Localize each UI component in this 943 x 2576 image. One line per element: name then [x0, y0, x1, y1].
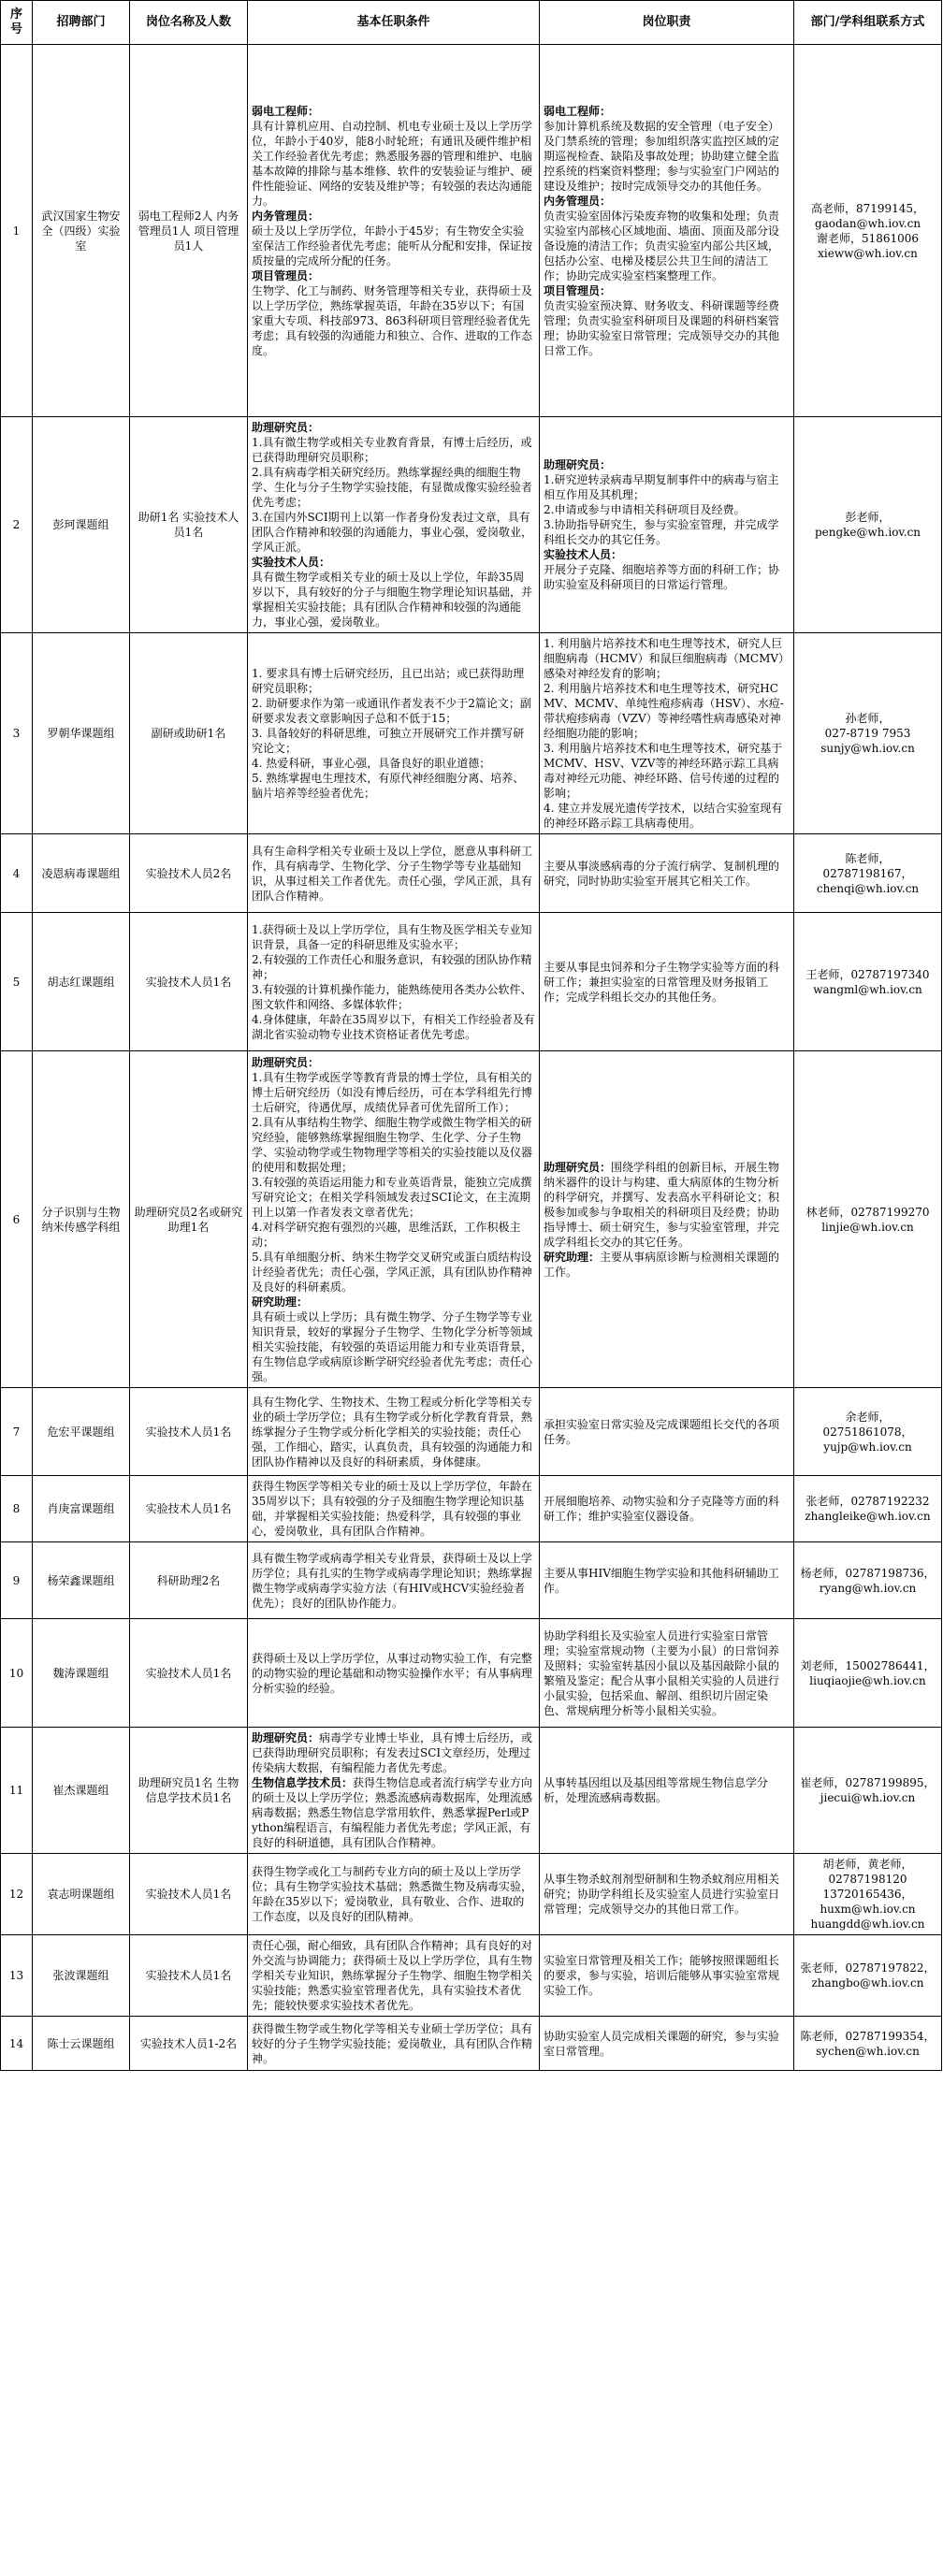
table-row: [1, 1388, 942, 1476]
position-info: 实验技术人员1名: [130, 1388, 248, 1476]
contact-info: [794, 417, 942, 633]
req-line: 具有微生物学或病毒学相关专业背景，获得硕士及以上学历学位；具有扎实的生物学或病毒学理论知识；熟练掌握微生物学或病毒学实验方法（有HIV或HCV实验经验者优先）；良好的团队协作能力。: [252, 1551, 533, 1610]
row-number: 14: [1, 2017, 33, 2071]
duties: [540, 1542, 794, 1619]
req-subhead: 生物信息学技术员：: [252, 1776, 354, 1789]
requirements: [248, 417, 540, 633]
dept-name: 凌恩病毒课题组: [33, 834, 130, 913]
duty-line: 1. 利用脑片培养技术和电生理等技术，研究人巨细胞病毒（HCMV）和鼠巨细胞病毒（MCMV）感染对神经发育的影响；: [544, 637, 785, 680]
duty-line: 协助学科组长及实验室人员进行实验室日常管理；实验室常规动物（主要为小鼠）的日常饲养及照料；实验室转基因小鼠以及基因敲除小鼠的繁殖及鉴定；配合从事小鼠相关实验的人员进行小鼠实验，包括采血、解剖、组织切片固定染色、常规病理分析等小鼠相关实验。: [544, 1628, 780, 1717]
duty-line: 负责实验室预决算、财务收支、科研课题等经费管理；负责实验室科研项目及课题的科研档案管理；协助实验室日常管理；完成领导交办的其他日常工作。: [544, 298, 780, 357]
header-pos: 岗位名称及人数: [130, 1, 248, 45]
contact-line: huangdd@wh.iov.cn: [810, 1918, 925, 1931]
duties: [540, 633, 794, 834]
row-number: 2: [1, 417, 33, 633]
contact-info: [794, 1476, 942, 1542]
contact-line: 刘老师，15002786441，: [800, 1658, 936, 1672]
position-info: 实验技术人员1名: [130, 1935, 248, 2017]
duty-line: 承担实验室日常实验及完成课题组长交代的各项任务。: [544, 1417, 780, 1446]
duties: [540, 1051, 794, 1388]
duties: [540, 1388, 794, 1476]
req-line: 获得微生物学或生物化学等相关专业硕士学历学位；具有较好的分子生物学实验技能；爱岗敬业，具有团队合作精神。: [252, 2021, 533, 2065]
table-row: [1, 1476, 942, 1542]
duties: [540, 834, 794, 913]
duties: [540, 913, 794, 1051]
contact-line: huxm@wh.iov.cn: [820, 1903, 916, 1916]
duty-line: 从事生物杀蚊剂剂型研制和生物杀蚊剂应用相关研究；协助学科组长及实验室人员进行实验室日常管理；完成领导交办的其他日常工作。: [544, 1873, 780, 1916]
contact-line: jiecui@wh.iov.cn: [820, 1791, 916, 1804]
contact-info: [794, 1051, 942, 1388]
requirements: [248, 913, 540, 1051]
row-number: 8: [1, 1476, 33, 1542]
req-line: 具有计算机应用、自动控制、机电专业硕士及以上学历学位，年龄小于40岁，能8小时轮班；有通讯及硬件维护相关工作经验者优先考虑；熟悉服务器的管理和维护、电脑基本故障的排除与基本维修、软件的安装验证与维护、硬件性能验证、网络的安装及维护等；有较强的表达沟通能力。: [252, 119, 533, 208]
contact-line: 林老师，02787199270: [805, 1205, 930, 1219]
dept-name: 罗朝华课题组: [33, 633, 130, 834]
contact-line: linjie@wh.iov.cn: [821, 1220, 914, 1234]
req-subhead: 助理研究员：: [252, 421, 320, 434]
duty-line: 主要从事昆虫饲养和分子生物学实验等方面的科研工作；兼担实验室的日常管理及财务报销工作；完成学科组长交办的其他任务。: [544, 960, 780, 1004]
contact-info: [794, 1935, 942, 2017]
req-subhead: 研究助理：: [252, 1295, 309, 1309]
table-row: [1, 1051, 942, 1388]
requirements: [248, 834, 540, 913]
requirements: [248, 45, 540, 417]
duties: [540, 417, 794, 633]
req-line: 3.有较强的计算机操作能力，能熟练使用各类办公软件、图文软件和网络、多媒体软件；: [252, 982, 532, 1011]
contact-info: [794, 834, 942, 913]
requirements: [248, 1388, 540, 1476]
req-subhead: 助理研究员：: [252, 1731, 320, 1744]
position-info: 助研1名 实验技术人员1名: [130, 417, 248, 633]
position-info: 助理研究员2名或研究助理1名: [130, 1051, 248, 1388]
contact-line: 王老师，02787197340: [805, 967, 930, 981]
contact-line: 杨老师，02787198736，: [800, 1566, 936, 1580]
contact-line: 13720165436，: [822, 1888, 913, 1901]
contact-info: [794, 913, 942, 1051]
duty-line: 1.研究逆转录病毒早期复制事件中的病毒与宿主相互作用及其机理；: [544, 473, 779, 501]
header-no: 序号: [1, 1, 33, 45]
req-line: 2.有较强的工作责任心和服务意识，有较强的团队协作精神；: [252, 952, 532, 981]
req-line: 具有硕士或以上学历；具有微生物学、分子生物学等专业知识背景，较好的掌握分子生物学、生物化学分析等领域相关实验技能，有较强的英语运用能力和专业英语背景，有生物信息学或病原诊断学研究经验者优先考虑；责任心强。: [252, 1310, 533, 1383]
dept-name: 武汉国家生物安全（四级）实验室: [33, 45, 130, 417]
contact-line: 彭老师，: [845, 511, 891, 524]
table-row: [1, 417, 942, 633]
req-line: 责任心强，耐心细致，具有团队合作精神；具有良好的对外交流与协调能力；获得硕士及以上学历学位，具有生物学相关专业知识，熟练掌握分子生物学、细胞生物学相关实验技能；熟悉实验室管理者优先，具有实验技术者优先；能较快要求实验技术者优先。: [252, 1939, 533, 2012]
contact-line: 崔老师，02787199895，: [800, 1776, 936, 1789]
requirements: [248, 2017, 540, 2071]
position-info: 实验技术人员1名: [130, 1854, 248, 1935]
table-row: [1, 1935, 942, 2017]
contact-line: zhangbo@wh.iov.cn: [811, 1976, 924, 1990]
contact-line: 027-8719 7953: [824, 727, 911, 740]
position-info: 助理研究员1名 生物信息学技术员1名: [130, 1728, 248, 1854]
dept-name: 胡志红课题组: [33, 913, 130, 1051]
req-line: 2.具有从事结构生物学、细胞生物学或微生物学相关的研究经验，能够熟练掌握细胞生物学、生化学、分子生物学、实验动物学或生物物理学等相关的实验技能以及仪器的使用和数据处理；: [252, 1115, 533, 1174]
contact-line: zhangleike@wh.iov.cn: [805, 1510, 931, 1523]
duties: [540, 1935, 794, 2017]
table-row: [1, 913, 942, 1051]
contact-info: [794, 1388, 942, 1476]
req-line: 具有微生物学或相关专业的硕士及以上学位，年龄35周岁以下，具有较好的分子与细胞生物学理论知识基础，并掌握相关实验技能；具有团队合作精神和较强的沟通能力，事业心强，爱岗敬业。: [252, 571, 533, 629]
dept-name: 彭珂课题组: [33, 417, 130, 633]
contact-line: liuqiaojie@wh.iov.cn: [809, 1673, 926, 1687]
row-number: 1: [1, 45, 33, 417]
req-line: 获得生物学或化工与制药专业方向的硕士及以上学历学位；具有生物学实验技术基础；熟悉微生物及病毒实验，年龄在35岁以下；爱岗敬业，具有敬业、合作、进取的工作态度，以及良好的团队精神。: [252, 1865, 533, 1923]
table-row: [1, 1728, 942, 1854]
req-line: 3.有较强的英语运用能力和专业英语背景，能独立完成撰写研究论文；在相关学科领域发表过SCI论文，在主流期刊上以第一作者发表文章者优先；: [252, 1175, 532, 1219]
contact-line: 02787198167，: [822, 866, 913, 880]
row-number: 13: [1, 1935, 33, 2017]
dept-name: 分子识别与生物纳米传感学科组: [33, 1051, 130, 1388]
duty-subhead: 内务管理员：: [544, 194, 612, 208]
duty-line: 开展分子克隆、细胞培养等方面的科研工作；协助实验室及科研项目的日常运行管理。: [544, 563, 780, 591]
req-text: 获得生物信息或者流行病学专业方向的硕士及以上学历学位；熟悉流感病毒数据库，处理流感病毒数据；熟悉生物信息学常用软件，熟悉掌握Perl或Python编程语言，有编程能力者优先考虑；学风正派，有良好的科研道德，具有团队合作精神。: [252, 1776, 533, 1849]
header-row: [1, 1, 942, 45]
req-line: 具有生命科学相关专业硕士及以上学位，愿意从事科研工作，具有病毒学、生物化学、分子生物学等专业基础知识，从事过相关工作者优先。责任心强，学风正派，具有团队合作精神。: [252, 844, 533, 903]
requirements: [248, 1619, 540, 1728]
duty-line: 主要从事HIV细胞生物学实验和其他科研辅助工作。: [544, 1566, 779, 1595]
req-line: 具有生物化学、生物技术、生物工程或分析化学等相关专业的硕士学历学位；具有生物学或分析化学教育背景，熟练掌握分子生物学或分析化学相关的实验技能；责任心强，工作细心，踏实，认真负责，具有较强的沟通能力和团队协作精神以及良好的科研素质，身体健康。: [252, 1395, 533, 1469]
duty-line: 协助实验室人员完成相关课题的研究，参与实验室日常管理。: [544, 2029, 780, 2058]
requirements: [248, 1051, 540, 1388]
contact-line: 陈老师，02787199354，: [800, 2029, 936, 2043]
header-duty: 岗位职责: [540, 1, 794, 45]
contact-line: sunjy@wh.iov.cn: [820, 742, 915, 755]
position-info: 实验技术人员1-2名: [130, 2017, 248, 2071]
duty-line: 开展细胞培养、动物实验和分子克隆等方面的科研工作；维护实验室仪器设备。: [544, 1495, 780, 1523]
table-row: [1, 2017, 942, 2071]
row-number: 12: [1, 1854, 33, 1935]
req-line: 3. 具备较好的科研思维，可独立开展研究工作并撰写研究论文；: [252, 727, 525, 755]
dept-name: 崔杰课题组: [33, 1728, 130, 1854]
position-info: 科研助理2名: [130, 1542, 248, 1619]
duty-paragraph: [544, 1250, 790, 1280]
duties: [540, 1728, 794, 1854]
contact-info: [794, 1542, 942, 1619]
req-line: 获得生物医学等相关专业的硕士及以上学历学位，年龄在35周岁以下；具有较强的分子及细胞生物学理论知识基础，并掌握相关实验技能；热爱科学，具有较强的事业心，爱岗敬业，具有团队合作精神。: [252, 1480, 533, 1538]
position-info: 实验技术人员1名: [130, 1619, 248, 1728]
req-line: 获得硕士及以上学历学位，从事过动物实验工作，有完整的动物实验的理论基础和动物实验操作水平；有从事病理分析实验的经验。: [252, 1651, 533, 1695]
req-line: 生物学、化工与制药、财务管理等相关专业，获得硕士及以上学历学位，熟练掌握英语，年龄在35岁以下；有国家重大专项、科技部973、863科研项目管理经验者优先考虑；具有较强的沟通能力和独立、合作、进取的工作态度。: [252, 283, 533, 357]
duty-line: 3.协助指导研究生，参与实验室管理，并完成学科组长交办的其它任务。: [544, 518, 779, 546]
contact-line: 高老师，87199145，: [810, 201, 925, 215]
table-row: [1, 45, 942, 417]
req-line: 1.获得硕士及以上学历学位，具有生物及医学相关专业知识背景，具备一定的科研思维及实验水平；: [252, 922, 532, 951]
contact-line: wangml@wh.iov.cn: [813, 982, 922, 996]
table-row: [1, 1542, 942, 1619]
req-line: 4.对科学研究抱有强烈的兴趣，思维活跃，工作积极主动；: [252, 1220, 521, 1249]
contact-line: sychen@wh.iov.cn: [816, 2044, 920, 2058]
duties: [540, 45, 794, 417]
table-row: [1, 1619, 942, 1728]
requirements: [248, 633, 540, 834]
duty-line: 2. 利用脑片培养技术和电生理等技术，研究HCMV、MCMV、单纯性疱疹病毒（HSV）、水痘-带状疱疹病毒（VZV）等神经嗜性病毒感染对神经细胞功能的影响；: [544, 682, 784, 740]
req-paragraph: [252, 1730, 535, 1775]
req-subhead: 助理研究员：: [252, 1055, 320, 1069]
position-info: 实验技术人员1名: [130, 913, 248, 1051]
contact-line: 孙老师，: [845, 712, 891, 725]
row-number: 6: [1, 1051, 33, 1388]
duty-subhead: 助理研究员：: [544, 458, 612, 471]
row-number: 10: [1, 1619, 33, 1728]
dept-name: 陈士云课题组: [33, 2017, 130, 2071]
duty-line: 实验室日常管理及相关工作；能够按照课题组长的要求，参与实验，培训后能够从事实验室常规实验工作。: [544, 1954, 780, 1997]
contact-info: [794, 1854, 942, 1935]
requirements: [248, 1476, 540, 1542]
row-number: 7: [1, 1388, 33, 1476]
contact-line: ryang@wh.iov.cn: [819, 1581, 917, 1595]
requirements: [248, 1728, 540, 1854]
dept-name: 肖庚富课题组: [33, 1476, 130, 1542]
req-line: 2. 助研要求作为第一或通讯作者发表不少于2篇论文；副研要求发表文章影响因子总和不低于15；: [252, 697, 531, 725]
contact-line: yujp@wh.iov.cn: [823, 1440, 912, 1454]
duty-line: 从事转基因组以及基因组等常规生物信息学分析，处理流感病毒数据。: [544, 1776, 769, 1804]
row-number: 9: [1, 1542, 33, 1619]
req-line: 1.具有微生物学或相关专业教育背景，有博士后经历，或已获得助理研究员职称；: [252, 436, 532, 464]
req-line: 硕士及以上学历学位，年龄小于45岁；有生物安全实验室保洁工作经验者优先考虑；能听从分配和安排，保证按质按量的完成所分配的任务。: [252, 224, 533, 268]
contact-line: 张老师，02787197822，: [800, 1961, 936, 1975]
contact-line: 张老师，02787192232: [805, 1495, 930, 1508]
row-number: 3: [1, 633, 33, 834]
row-number: 5: [1, 913, 33, 1051]
req-line: 2.具有病毒学相关研究经历。熟练掌握经典的细胞生物学、生化与分子生物学实验技能，有显微成像实验经验者优先考虑；: [252, 466, 533, 509]
contact-line: 胡老师，黄老师，: [822, 1858, 913, 1871]
contact-line: xieww@wh.iov.cn: [818, 246, 918, 260]
duty-text: 主要从事病原诊断与检测相关课题的工作。: [544, 1250, 780, 1279]
duty-line: 3. 利用脑片培养技术和电生理等技术，研究基于MCMV、HSV、VZV等的神经环路示踪工具病毒对神经元功能、神经环路、信号传递的过程的影响；: [544, 742, 783, 800]
req-line: 4.身体健康，年龄在35周岁以下，有相关工作经验者及有湖北省实验动物专业技术资格证者优先考虑。: [252, 1012, 535, 1041]
row-number: 11: [1, 1728, 33, 1854]
duty-line: 参加计算机系统及数据的安全管理（电子安全）及门禁系统的管理；参加组织落实监控区域的定期巡视检查、缺陷及事故处理；协助建立健全监控系统的档案资料整理；参与实验室门户网站的建设及维护；按时完成领导交办的其他任务。: [544, 119, 780, 193]
table-row: [1, 834, 942, 913]
req-line: 5.具有单细胞分析、纳米生物学交叉研究或蛋白质结构设计经验者优先；责任心强，学风正派，具有团队协作精神及良好的科研素质。: [252, 1250, 533, 1294]
table-row: [1, 1854, 942, 1935]
position-info: 副研或助研1名: [130, 633, 248, 834]
contact-info: [794, 45, 942, 417]
contact-info: [794, 1619, 942, 1728]
contact-info: [794, 633, 942, 834]
requirements: [248, 1935, 540, 2017]
header-dept: 招聘部门: [33, 1, 130, 45]
contact-line: 谢老师，51861006: [816, 231, 920, 245]
duty-subhead: 研究助理：: [544, 1250, 601, 1264]
dept-name: 魏涛课题组: [33, 1619, 130, 1728]
req-subhead: 内务管理员：: [252, 209, 320, 223]
dept-name: 危宏平课题组: [33, 1388, 130, 1476]
duty-text: 围绕学科组的创新目标，开展生物纳米器件的设计与构建、重大病原体的生物分析的科学研究，并撰写、发表高水平科研论文；积极参加或参与争取相关的科研项目及经费；协助指导博士、硕士研究生，参与实验室管理，并完成学科组长交办的其它任务。: [544, 1160, 780, 1249]
header-req: 基本任职条件: [248, 1, 540, 45]
dept-name: 张波课题组: [33, 1935, 130, 2017]
contact-line: 陈老师，: [845, 851, 891, 865]
duty-subhead: 项目管理员：: [544, 283, 612, 297]
duty-subhead: 实验技术人员：: [544, 548, 623, 561]
req-line: 1. 要求具有博士后研究经历，且已出站；或已获得助理研究员职称；: [252, 667, 525, 695]
duties: [540, 1619, 794, 1728]
requirements: [248, 1854, 540, 1935]
duties: [540, 1854, 794, 1935]
contact-line: gaodan@wh.iov.cn: [814, 216, 921, 230]
contact-info: [794, 2017, 942, 2071]
req-line: 1.具有生物学或医学等教育背景的博士学位，具有相关的博士后研究经历（如没有博后经历，可在本学科组先行博士后研究，待遇优厚，成绩优异者可优先留所工作）；: [252, 1070, 533, 1114]
req-subhead: 项目管理员：: [252, 268, 320, 282]
row-number: 4: [1, 834, 33, 913]
req-line: 3.在国内外SCI期刊上以第一作者身份发表过文章，具有团队合作精神和较强的沟通能力，事业心强，爱岗敬业，学风正派。: [252, 511, 533, 554]
duty-line: 2.申请或参与申请相关科研项目及经费。: [544, 503, 746, 516]
duty-paragraph: [544, 1160, 790, 1250]
position-info: 弱电工程师2人 内务管理员1人 项目管理员1人: [130, 45, 248, 417]
requirements: [248, 1542, 540, 1619]
dept-name: 袁志明课题组: [33, 1854, 130, 1935]
duties: [540, 1476, 794, 1542]
position-info: 实验技术人员1名: [130, 1476, 248, 1542]
req-paragraph: [252, 1775, 535, 1850]
contact-line: 02787198120: [828, 1873, 907, 1886]
req-line: 4. 热爱科研，事业心强，具备良好的职业道德；: [252, 757, 491, 770]
req-subhead: 弱电工程师：: [252, 104, 320, 118]
table-row: [1, 633, 942, 834]
duty-line: 4. 建立并发展光遗传学技术，以结合实验室现有的神经环路示踪工具病毒使用。: [544, 802, 783, 830]
duty-subhead: 助理研究员：: [544, 1160, 612, 1174]
duties: [540, 2017, 794, 2071]
req-line: 5. 熟练掌握电生理技术，有原代神经细胞分离、培养、脑片培养等经验者优先；: [252, 772, 525, 800]
req-text: 病毒学专业博士毕业，具有博士后经历，或已获得助理研究员职称；有发表过SCI文章经历，处理过传染病大数据，有编程能力者优先考虑。: [252, 1731, 533, 1774]
header-contact: 部门/学科组联系方式: [794, 1, 942, 45]
duty-line: 负责实验室固体污染废弃物的收集和处理；负责实验室内部核心区域地面、墙面、顶面及部分设备设施的清洁工作；负责实验室内部公共区域，包括办公室、电梯及楼层公共卫生间的清洁工作；协助完成实验室档案整理工作。: [544, 209, 780, 282]
duty-line: 主要从事淡感病毒的分子流行病学、复制机理的研究，同时协助实验室开展其它相关工作。: [544, 859, 780, 888]
position-info: 实验技术人员2名: [130, 834, 248, 913]
contact-line: pengke@wh.iov.cn: [814, 526, 921, 539]
contact-line: chenqi@wh.iov.cn: [816, 881, 920, 895]
req-subhead: 实验技术人员：: [252, 556, 331, 569]
contact-line: 02751861078，: [822, 1425, 913, 1439]
contact-info: [794, 1728, 942, 1854]
contact-line: 余老师，: [845, 1410, 891, 1424]
duty-subhead: 弱电工程师：: [544, 104, 612, 118]
dept-name: 杨荣鑫课题组: [33, 1542, 130, 1619]
